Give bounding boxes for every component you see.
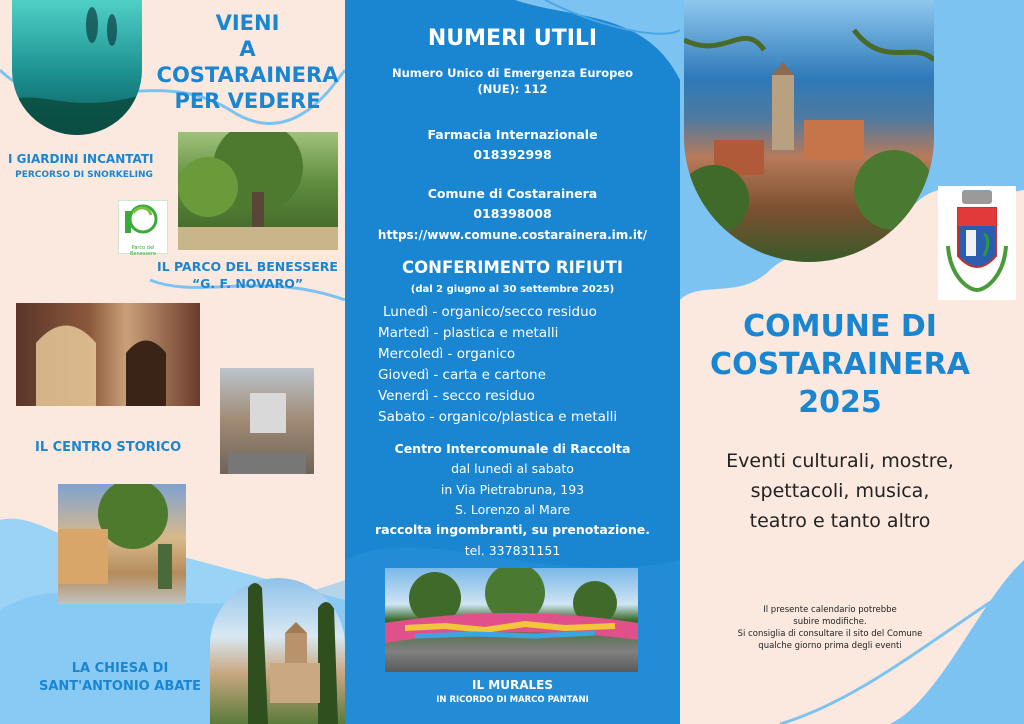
murales-subtitle: IN RICORDO DI MARCO PANTANI [436,695,589,705]
nue-line-1: Numero Unico di Emergenza Europeo [391,66,634,80]
numeri-utili-title: NUMERI UTILI [427,26,598,51]
monument-scene [220,368,314,474]
events-line-1: Eventi culturali, mostre, [726,450,954,472]
centro-line: S. Lorenzo al Mare [454,502,571,517]
centro-raccolta-title: Centro Intercomunale di Raccolta [394,441,631,456]
note-line-1: Il presente calendario potrebbe [763,605,897,615]
schedule-item: Lunedì - organico/secco residuo [383,304,597,320]
disclaimer-note [700,604,960,652]
centro-line: dal lunedì al sabato [451,461,574,476]
parco-title-line-2: “G. F. NOVARO” [191,276,304,291]
heading-line-2: A COSTARAINERA [156,37,339,87]
tree-head-icon [119,201,167,241]
giardini-title: I GIARDINI INCANTATI [8,152,154,166]
crest-shield-icon [938,186,1016,300]
ingombranti-line: raccolta ingombranti, su prenotazione. [374,522,651,537]
centro-storico-photo-2 [220,368,314,474]
schedule-item: Venerdì - secco residuo [378,388,535,404]
events-description [690,446,990,536]
parco-title-line-1: IL PARCO DEL BENESSERE [157,259,338,274]
chiesa-title-line-2: SANT'ANTONIO ABATE [38,679,202,694]
nue-line-2: (NUE): 112 [477,82,548,96]
events-line-2: spettacoli, musica, [750,480,930,502]
arch-scene [16,303,200,406]
snorkeler-figures [12,0,142,135]
piazza-photo [58,484,186,604]
town-view-photo [684,0,934,262]
park-scene [178,132,338,250]
rifiuti-title: CONFERIMENTO RIFIUTI [402,258,623,277]
murales-title: IL MURALES [472,678,553,692]
chiesa-photo [210,578,345,724]
schedule-item: Martedì - plastica e metalli [378,325,559,341]
comune-url[interactable]: https://www.comune.costarainera.im.it/ [377,228,648,242]
comune-name: Comune di Costarainera [427,186,598,201]
note-line-2: subire modifiche. [793,617,867,627]
schedule-item: Giovedì - carta e cartone [378,367,546,383]
centro-storico-title: IL CENTRO STORICO [35,440,182,455]
parco-photo [178,132,338,250]
farmacia-tel: 018392998 [473,147,552,162]
note-line-3: Si consiglia di consultare il sito del Comune [737,629,923,639]
centro-storico-photo-1 [16,303,200,406]
comune-title [690,308,990,422]
town-scene [684,0,934,262]
church-scene [210,578,345,724]
centro-line: in Via Pietrabruna, 193 [440,482,585,497]
coat-of-arms-icon [938,186,1016,300]
rifiuti-period: (dal 2 giugno al 30 settembre 2025) [410,284,615,295]
heading-line-3: PER VEDERE [174,89,321,113]
heading-line-1: VIENI [215,11,280,35]
comune-title-line-1: COMUNE DI [743,309,937,344]
chiesa-title-line-1: LA CHIESA DI [71,661,169,676]
events-line-3: teatro e tanto altro [749,510,931,532]
comune-title-year: 2025 [798,385,882,420]
parco-title [150,258,345,292]
vieni-heading [150,10,345,114]
mural-scene [385,568,638,672]
farmacia-name: Farmacia Internazionale [427,127,598,142]
parco-logo [118,200,168,257]
piazza-scene [58,484,186,604]
comune-title-line-2: COSTARAINERA [710,347,970,382]
centro-tel: tel. 337831151 [464,543,561,558]
parco-logo-text: Parco del Benessere [129,245,157,257]
comune-tel: 018398008 [473,206,552,221]
murales-photo [385,568,638,672]
schedule-item: Mercoledì - organico [378,346,516,362]
giardini-subtitle: PERCORSO DI SNORKELING [15,170,153,180]
schedule-item: Sabato - organico/plastica e metalli [378,409,618,425]
chiesa-title [30,660,210,696]
note-line-4: qualche giorno prima degli eventi [758,641,902,651]
snorkeling-photo [12,0,142,135]
